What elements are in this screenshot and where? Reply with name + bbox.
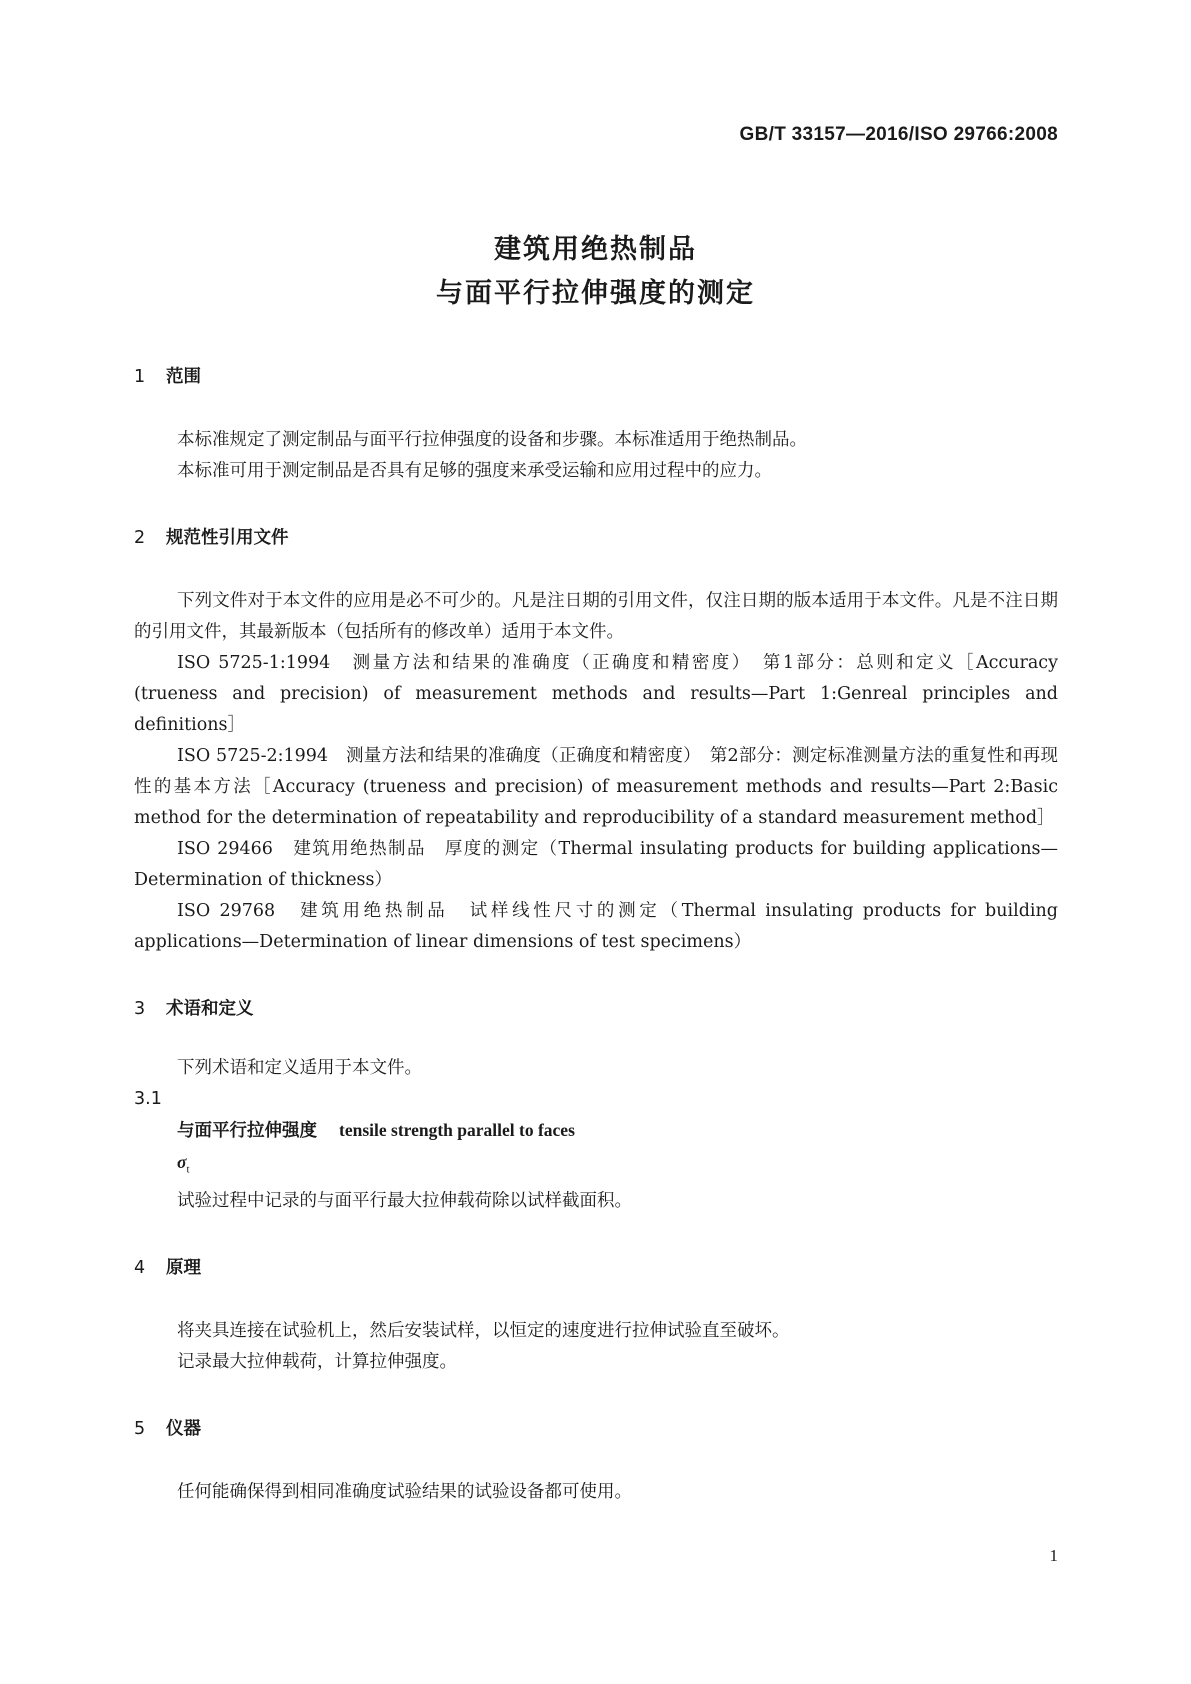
document-body bbox=[134, 362, 1058, 1544]
paragraph: 任何能确保得到相同准确度试验结果的试验设备都可使用。 bbox=[177, 1481, 632, 1502]
symbol-subscript: t bbox=[186, 1163, 190, 1176]
term-chinese: 与面平行拉伸强度 bbox=[177, 1121, 317, 1141]
section-title: 仪器 bbox=[166, 1418, 201, 1439]
paragraph: 下列文件对于本文件的应用是必不可少的。凡是注日期的引用文件，仅注日期的版本适用于本文件。凡是不注日期的引用文件，其最新版本（包括所有的修改单）适用于本文件。 bbox=[134, 591, 1058, 642]
term-english: tensile strength parallel to faces bbox=[339, 1120, 575, 1140]
section-title: 术语和定义 bbox=[166, 999, 254, 1019]
reference-item: ISO 29768 建筑用绝热制品 试样线性尺寸的测定（Thermal insulating products for building applications—Determination of linear dimensions of test specimens） bbox=[134, 901, 1058, 952]
page-number: 1 bbox=[1049, 1546, 1058, 1565]
paragraph: 本标准规定了测定制品与面平行拉伸强度的设备和步骤。本标准适用于绝热制品。 bbox=[177, 430, 807, 450]
paragraph: 记录最大拉伸载荷，计算拉伸强度。 bbox=[177, 1351, 457, 1372]
section-number: 4 bbox=[134, 1257, 146, 1278]
section-heading bbox=[134, 1414, 1058, 1445]
reference-item: ISO 5725-1:1994 测量方法和结果的准确度（正确度和精密度） 第1部分：总则和定义［Accuracy (trueness and precision) of measurement methods and results—Part 1:Genreal principles and definitions］ bbox=[134, 653, 1058, 735]
title-line-1: 建筑用绝热制品 bbox=[494, 234, 697, 265]
standard-code: GB/T 33157—2016/ISO 29766:2008 bbox=[739, 124, 1058, 145]
section-heading bbox=[134, 1253, 1058, 1284]
symbol-main: σ bbox=[177, 1152, 187, 1172]
reference-item: ISO 29466 建筑用绝热制品 厚度的测定（Thermal insulating products for building applications—Determination of thickness） bbox=[134, 839, 1058, 890]
section-normative-references bbox=[134, 523, 1058, 958]
title-line-2: 与面平行拉伸强度的测定 bbox=[436, 278, 755, 309]
section-number: 1 bbox=[134, 367, 146, 387]
section-scope bbox=[134, 362, 1058, 487]
term-symbol bbox=[177, 1147, 1058, 1186]
section-apparatus bbox=[134, 1414, 1058, 1508]
paragraph: 将夹具连接在试验机上，然后安装试样，以恒定的速度进行拉伸试验直至破坏。 bbox=[177, 1320, 790, 1341]
paragraph: 下列术语和定义适用于本文件。 bbox=[177, 1058, 422, 1078]
paragraph: 本标准可用于测定制品是否具有足够的强度来承受运输和应用过程中的应力。 bbox=[177, 461, 772, 481]
section-terms bbox=[134, 994, 1058, 1217]
section-heading bbox=[134, 994, 1058, 1025]
section-number: 3 bbox=[134, 999, 146, 1019]
section-principle bbox=[134, 1253, 1058, 1378]
section-number: 2 bbox=[134, 528, 146, 548]
section-title: 规范性引用文件 bbox=[166, 528, 289, 548]
document-title bbox=[0, 228, 1191, 316]
section-heading bbox=[134, 362, 1058, 393]
subclause-number: 3.1 bbox=[134, 1089, 162, 1109]
section-title: 范围 bbox=[166, 367, 201, 387]
term-definition: 试验过程中记录的与面平行最大拉伸载荷除以试样截面积。 bbox=[177, 1190, 632, 1211]
reference-item: ISO 5725-2:1994 测量方法和结果的准确度（正确度和精密度） 第2部分：测定标准测量方法的重复性和再现性的基本方法［Accuracy (trueness and precision) of measurement methods and results—Part 2:Basic method for the determination of repeatability and reproducibility of a standard measurement method］ bbox=[134, 746, 1058, 828]
section-number: 5 bbox=[134, 1418, 146, 1439]
term-entry bbox=[177, 1115, 1058, 1147]
section-heading bbox=[134, 523, 1058, 554]
section-title: 原理 bbox=[166, 1257, 201, 1278]
